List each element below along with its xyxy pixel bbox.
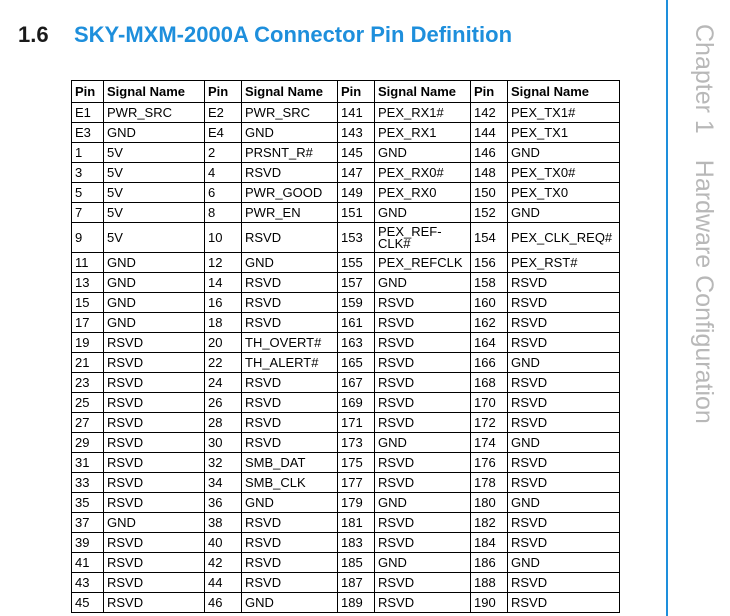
table-row (72, 413, 620, 433)
signal-cell: RSVD (375, 513, 471, 533)
signal-cell: GND (375, 433, 471, 453)
margin-divider (666, 0, 668, 616)
signal-cell: 5V (104, 183, 205, 203)
signal-cell: RSVD (375, 573, 471, 593)
signal-cell: PWR_GOOD (242, 183, 338, 203)
pin-cell: 38 (205, 513, 242, 533)
pin-cell: 20 (205, 333, 242, 353)
signal-cell: 5V (104, 163, 205, 183)
signal-cell: RSVD (508, 393, 620, 413)
signal-cell: RSVD (242, 433, 338, 453)
signal-cell: RSVD (242, 393, 338, 413)
chapter-sidebar (689, 24, 718, 424)
pin-cell: 180 (471, 493, 508, 513)
pin-cell: 177 (338, 473, 375, 493)
pin-cell: 16 (205, 293, 242, 313)
table-row (72, 163, 620, 183)
pin-cell: 166 (471, 353, 508, 373)
pin-cell: 36 (205, 493, 242, 513)
pin-cell: 181 (338, 513, 375, 533)
signal-cell: GND (375, 553, 471, 573)
pin-cell: 156 (471, 253, 508, 273)
signal-cell: RSVD (242, 293, 338, 313)
signal-cell: RSVD (375, 293, 471, 313)
signal-cell: PWR_EN (242, 203, 338, 223)
pin-cell: 186 (471, 553, 508, 573)
pin-cell: 161 (338, 313, 375, 333)
signal-cell: PEX_TX0 (508, 183, 620, 203)
signal-cell: GND (242, 123, 338, 143)
signal-cell: GND (242, 493, 338, 513)
pin-cell: 11 (72, 253, 104, 273)
pin-cell: 45 (72, 593, 104, 613)
signal-cell: RSVD (242, 223, 338, 253)
signal-cell: GND (242, 593, 338, 613)
signal-cell: RSVD (242, 553, 338, 573)
signal-cell: RSVD (375, 333, 471, 353)
pin-cell: E1 (72, 103, 104, 123)
table-row (72, 333, 620, 353)
pin-cell: 159 (338, 293, 375, 313)
pin-cell: 18 (205, 313, 242, 333)
pin-cell: 5 (72, 183, 104, 203)
pin-cell: 27 (72, 413, 104, 433)
pin-cell: 165 (338, 353, 375, 373)
pin-cell: 44 (205, 573, 242, 593)
pin-cell: 183 (338, 533, 375, 553)
pin-cell: 24 (205, 373, 242, 393)
signal-cell: RSVD (508, 593, 620, 613)
table-row (72, 203, 620, 223)
signal-cell: RSVD (508, 293, 620, 313)
pin-definition-table (71, 80, 620, 613)
signal-cell: SMB_DAT (242, 453, 338, 473)
pin-cell: 31 (72, 453, 104, 473)
table-row (72, 473, 620, 493)
header-signal-name: Signal Name (508, 81, 620, 103)
pin-cell: 167 (338, 373, 375, 393)
chapter-title: Hardware Configuration (690, 159, 718, 424)
pin-cell: 26 (205, 393, 242, 413)
pin-cell: 187 (338, 573, 375, 593)
signal-cell: RSVD (104, 353, 205, 373)
table-row (72, 313, 620, 333)
table-row (72, 593, 620, 613)
signal-cell: GND (104, 123, 205, 143)
header-signal-name: Signal Name (375, 81, 471, 103)
pin-cell: 21 (72, 353, 104, 373)
signal-cell: RSVD (375, 353, 471, 373)
signal-cell: RSVD (104, 413, 205, 433)
pin-cell: 169 (338, 393, 375, 413)
signal-cell: TH_ALERT# (242, 353, 338, 373)
signal-cell: RSVD (375, 313, 471, 333)
pin-cell: 178 (471, 473, 508, 493)
pin-cell: 184 (471, 533, 508, 553)
pin-cell: 41 (72, 553, 104, 573)
signal-cell: RSVD (508, 333, 620, 353)
table-row (72, 373, 620, 393)
pin-cell: 25 (72, 393, 104, 413)
pin-cell: 154 (471, 223, 508, 253)
signal-cell: GND (242, 253, 338, 273)
table-row (72, 183, 620, 203)
chapter-label: Chapter 1 (690, 24, 718, 134)
pin-cell: 39 (72, 533, 104, 553)
signal-cell: RSVD (242, 513, 338, 533)
table-row (72, 393, 620, 413)
section-heading (18, 20, 512, 50)
signal-cell: SMB_CLK (242, 473, 338, 493)
pin-cell: 175 (338, 453, 375, 473)
signal-cell: PEX_CLK_REQ# (508, 223, 620, 253)
pin-cell: 162 (471, 313, 508, 333)
header-pin: Pin (338, 81, 375, 103)
signal-cell: RSVD (242, 373, 338, 393)
pin-cell: 46 (205, 593, 242, 613)
pin-cell: E4 (205, 123, 242, 143)
pin-cell: 32 (205, 453, 242, 473)
pin-cell: 23 (72, 373, 104, 393)
pin-cell: 33 (72, 473, 104, 493)
signal-cell: PEX_RX1# (375, 103, 471, 123)
signal-cell: PEX_TX0# (508, 163, 620, 183)
pin-cell: 164 (471, 333, 508, 353)
header-signal-name: Signal Name (104, 81, 205, 103)
pin-cell: 6 (205, 183, 242, 203)
pin-cell: 14 (205, 273, 242, 293)
signal-cell: 5V (104, 143, 205, 163)
pin-cell: 153 (338, 223, 375, 253)
pin-cell: 13 (72, 273, 104, 293)
pin-cell: 155 (338, 253, 375, 273)
pin-cell: 15 (72, 293, 104, 313)
signal-cell: RSVD (375, 593, 471, 613)
pin-cell: 163 (338, 333, 375, 353)
signal-cell: RSVD (104, 573, 205, 593)
pin-cell: 4 (205, 163, 242, 183)
pin-cell: 182 (471, 513, 508, 533)
signal-cell: TH_OVERT# (242, 333, 338, 353)
signal-cell: GND (508, 143, 620, 163)
pin-cell: 7 (72, 203, 104, 223)
table-row (72, 493, 620, 513)
pin-cell: 171 (338, 413, 375, 433)
pin-cell: 151 (338, 203, 375, 223)
section-number: 1.6 (18, 22, 49, 47)
pin-cell: 172 (471, 413, 508, 433)
table-header-row (72, 81, 620, 103)
signal-cell: GND (375, 493, 471, 513)
pin-cell: 2 (205, 143, 242, 163)
signal-cell: RSVD (508, 453, 620, 473)
pin-cell: 150 (471, 183, 508, 203)
signal-cell: RSVD (104, 473, 205, 493)
table-row (72, 573, 620, 593)
signal-cell: RSVD (104, 333, 205, 353)
signal-cell: GND (104, 273, 205, 293)
pin-cell: 8 (205, 203, 242, 223)
signal-cell: RSVD (508, 313, 620, 333)
signal-cell: RSVD (242, 313, 338, 333)
signal-cell: GND (104, 253, 205, 273)
pin-cell: 19 (72, 333, 104, 353)
signal-cell: GND (508, 493, 620, 513)
pin-cell: 22 (205, 353, 242, 373)
pin-cell: 3 (72, 163, 104, 183)
pin-cell: 149 (338, 183, 375, 203)
signal-cell: RSVD (375, 453, 471, 473)
signal-cell: PEX_RST# (508, 253, 620, 273)
table-row (72, 453, 620, 473)
table-row (72, 253, 620, 273)
pin-cell: 147 (338, 163, 375, 183)
pin-cell: 30 (205, 433, 242, 453)
pin-cell: 146 (471, 143, 508, 163)
pin-cell: 188 (471, 573, 508, 593)
pin-cell: 189 (338, 593, 375, 613)
header-pin: Pin (471, 81, 508, 103)
table-row (72, 223, 620, 253)
signal-cell: PWR_SRC (104, 103, 205, 123)
table-row (72, 353, 620, 373)
pin-cell: 145 (338, 143, 375, 163)
signal-cell: RSVD (242, 273, 338, 293)
pin-cell: 10 (205, 223, 242, 253)
pin-cell: 176 (471, 453, 508, 473)
table-row (72, 143, 620, 163)
signal-cell: RSVD (375, 473, 471, 493)
signal-cell: RSVD (508, 273, 620, 293)
signal-cell: GND (508, 203, 620, 223)
pin-cell: 142 (471, 103, 508, 123)
pin-cell: 29 (72, 433, 104, 453)
pin-cell: 179 (338, 493, 375, 513)
signal-cell: GND (375, 273, 471, 293)
signal-cell: RSVD (242, 573, 338, 593)
signal-cell: RSVD (375, 393, 471, 413)
signal-cell: RSVD (104, 433, 205, 453)
pin-cell: 28 (205, 413, 242, 433)
pin-cell: 174 (471, 433, 508, 453)
pin-cell: 40 (205, 533, 242, 553)
signal-cell: RSVD (508, 413, 620, 433)
signal-cell: GND (375, 143, 471, 163)
signal-cell: PEX_TX1# (508, 103, 620, 123)
signal-cell: PRSNT_R# (242, 143, 338, 163)
signal-cell: PEX_REF-CLK# (375, 223, 471, 253)
table-row (72, 293, 620, 313)
pin-cell: 158 (471, 273, 508, 293)
signal-cell: RSVD (242, 413, 338, 433)
pin-cell: 144 (471, 123, 508, 143)
pin-cell: 143 (338, 123, 375, 143)
pin-cell: 42 (205, 553, 242, 573)
pin-cell: 148 (471, 163, 508, 183)
pin-cell: 160 (471, 293, 508, 313)
section-title: SKY-MXM-2000A Connector Pin Definition (74, 22, 513, 47)
header-pin: Pin (72, 81, 104, 103)
pin-cell: 17 (72, 313, 104, 333)
signal-cell: PEX_RX0 (375, 183, 471, 203)
signal-cell: RSVD (104, 393, 205, 413)
table-row (72, 533, 620, 553)
signal-cell: RSVD (242, 533, 338, 553)
signal-cell: GND (104, 293, 205, 313)
signal-cell: RSVD (508, 573, 620, 593)
signal-cell: RSVD (508, 473, 620, 493)
pin-cell: E3 (72, 123, 104, 143)
header-signal-name: Signal Name (242, 81, 338, 103)
pin-cell: 157 (338, 273, 375, 293)
signal-cell: RSVD (104, 593, 205, 613)
signal-cell: PWR_SRC (242, 103, 338, 123)
signal-cell: RSVD (508, 533, 620, 553)
pin-cell: 9 (72, 223, 104, 253)
pin-cell: 141 (338, 103, 375, 123)
pin-cell: 190 (471, 593, 508, 613)
signal-cell: GND (508, 353, 620, 373)
pin-cell: 43 (72, 573, 104, 593)
signal-cell: GND (375, 203, 471, 223)
signal-cell: 5V (104, 203, 205, 223)
table-row (72, 433, 620, 453)
table-row (72, 553, 620, 573)
signal-cell: RSVD (508, 373, 620, 393)
signal-cell: PEX_RX1 (375, 123, 471, 143)
pin-cell: 168 (471, 373, 508, 393)
header-pin: Pin (205, 81, 242, 103)
pin-cell: 1 (72, 143, 104, 163)
signal-cell: RSVD (375, 373, 471, 393)
signal-cell: RSVD (375, 533, 471, 553)
table-row (72, 273, 620, 293)
signal-cell: RSVD (242, 163, 338, 183)
pin-cell: 185 (338, 553, 375, 573)
signal-cell: PEX_TX1 (508, 123, 620, 143)
signal-cell: RSVD (104, 533, 205, 553)
signal-cell: GND (104, 513, 205, 533)
signal-cell: RSVD (104, 553, 205, 573)
table-row (72, 123, 620, 143)
signal-cell: RSVD (104, 493, 205, 513)
signal-cell: RSVD (375, 413, 471, 433)
signal-cell: GND (104, 313, 205, 333)
signal-cell: PEX_REFCLK (375, 253, 471, 273)
pin-cell: 35 (72, 493, 104, 513)
signal-cell: GND (508, 433, 620, 453)
signal-cell: 5V (104, 223, 205, 253)
signal-cell: GND (508, 553, 620, 573)
pin-cell: 37 (72, 513, 104, 533)
pin-cell: 170 (471, 393, 508, 413)
table-row (72, 103, 620, 123)
pin-cell: 152 (471, 203, 508, 223)
table-row (72, 513, 620, 533)
pin-cell: 34 (205, 473, 242, 493)
signal-cell: RSVD (104, 453, 205, 473)
pin-cell: 12 (205, 253, 242, 273)
pin-cell: E2 (205, 103, 242, 123)
signal-cell: RSVD (508, 513, 620, 533)
pin-cell: 173 (338, 433, 375, 453)
signal-cell: PEX_RX0# (375, 163, 471, 183)
signal-cell: RSVD (104, 373, 205, 393)
